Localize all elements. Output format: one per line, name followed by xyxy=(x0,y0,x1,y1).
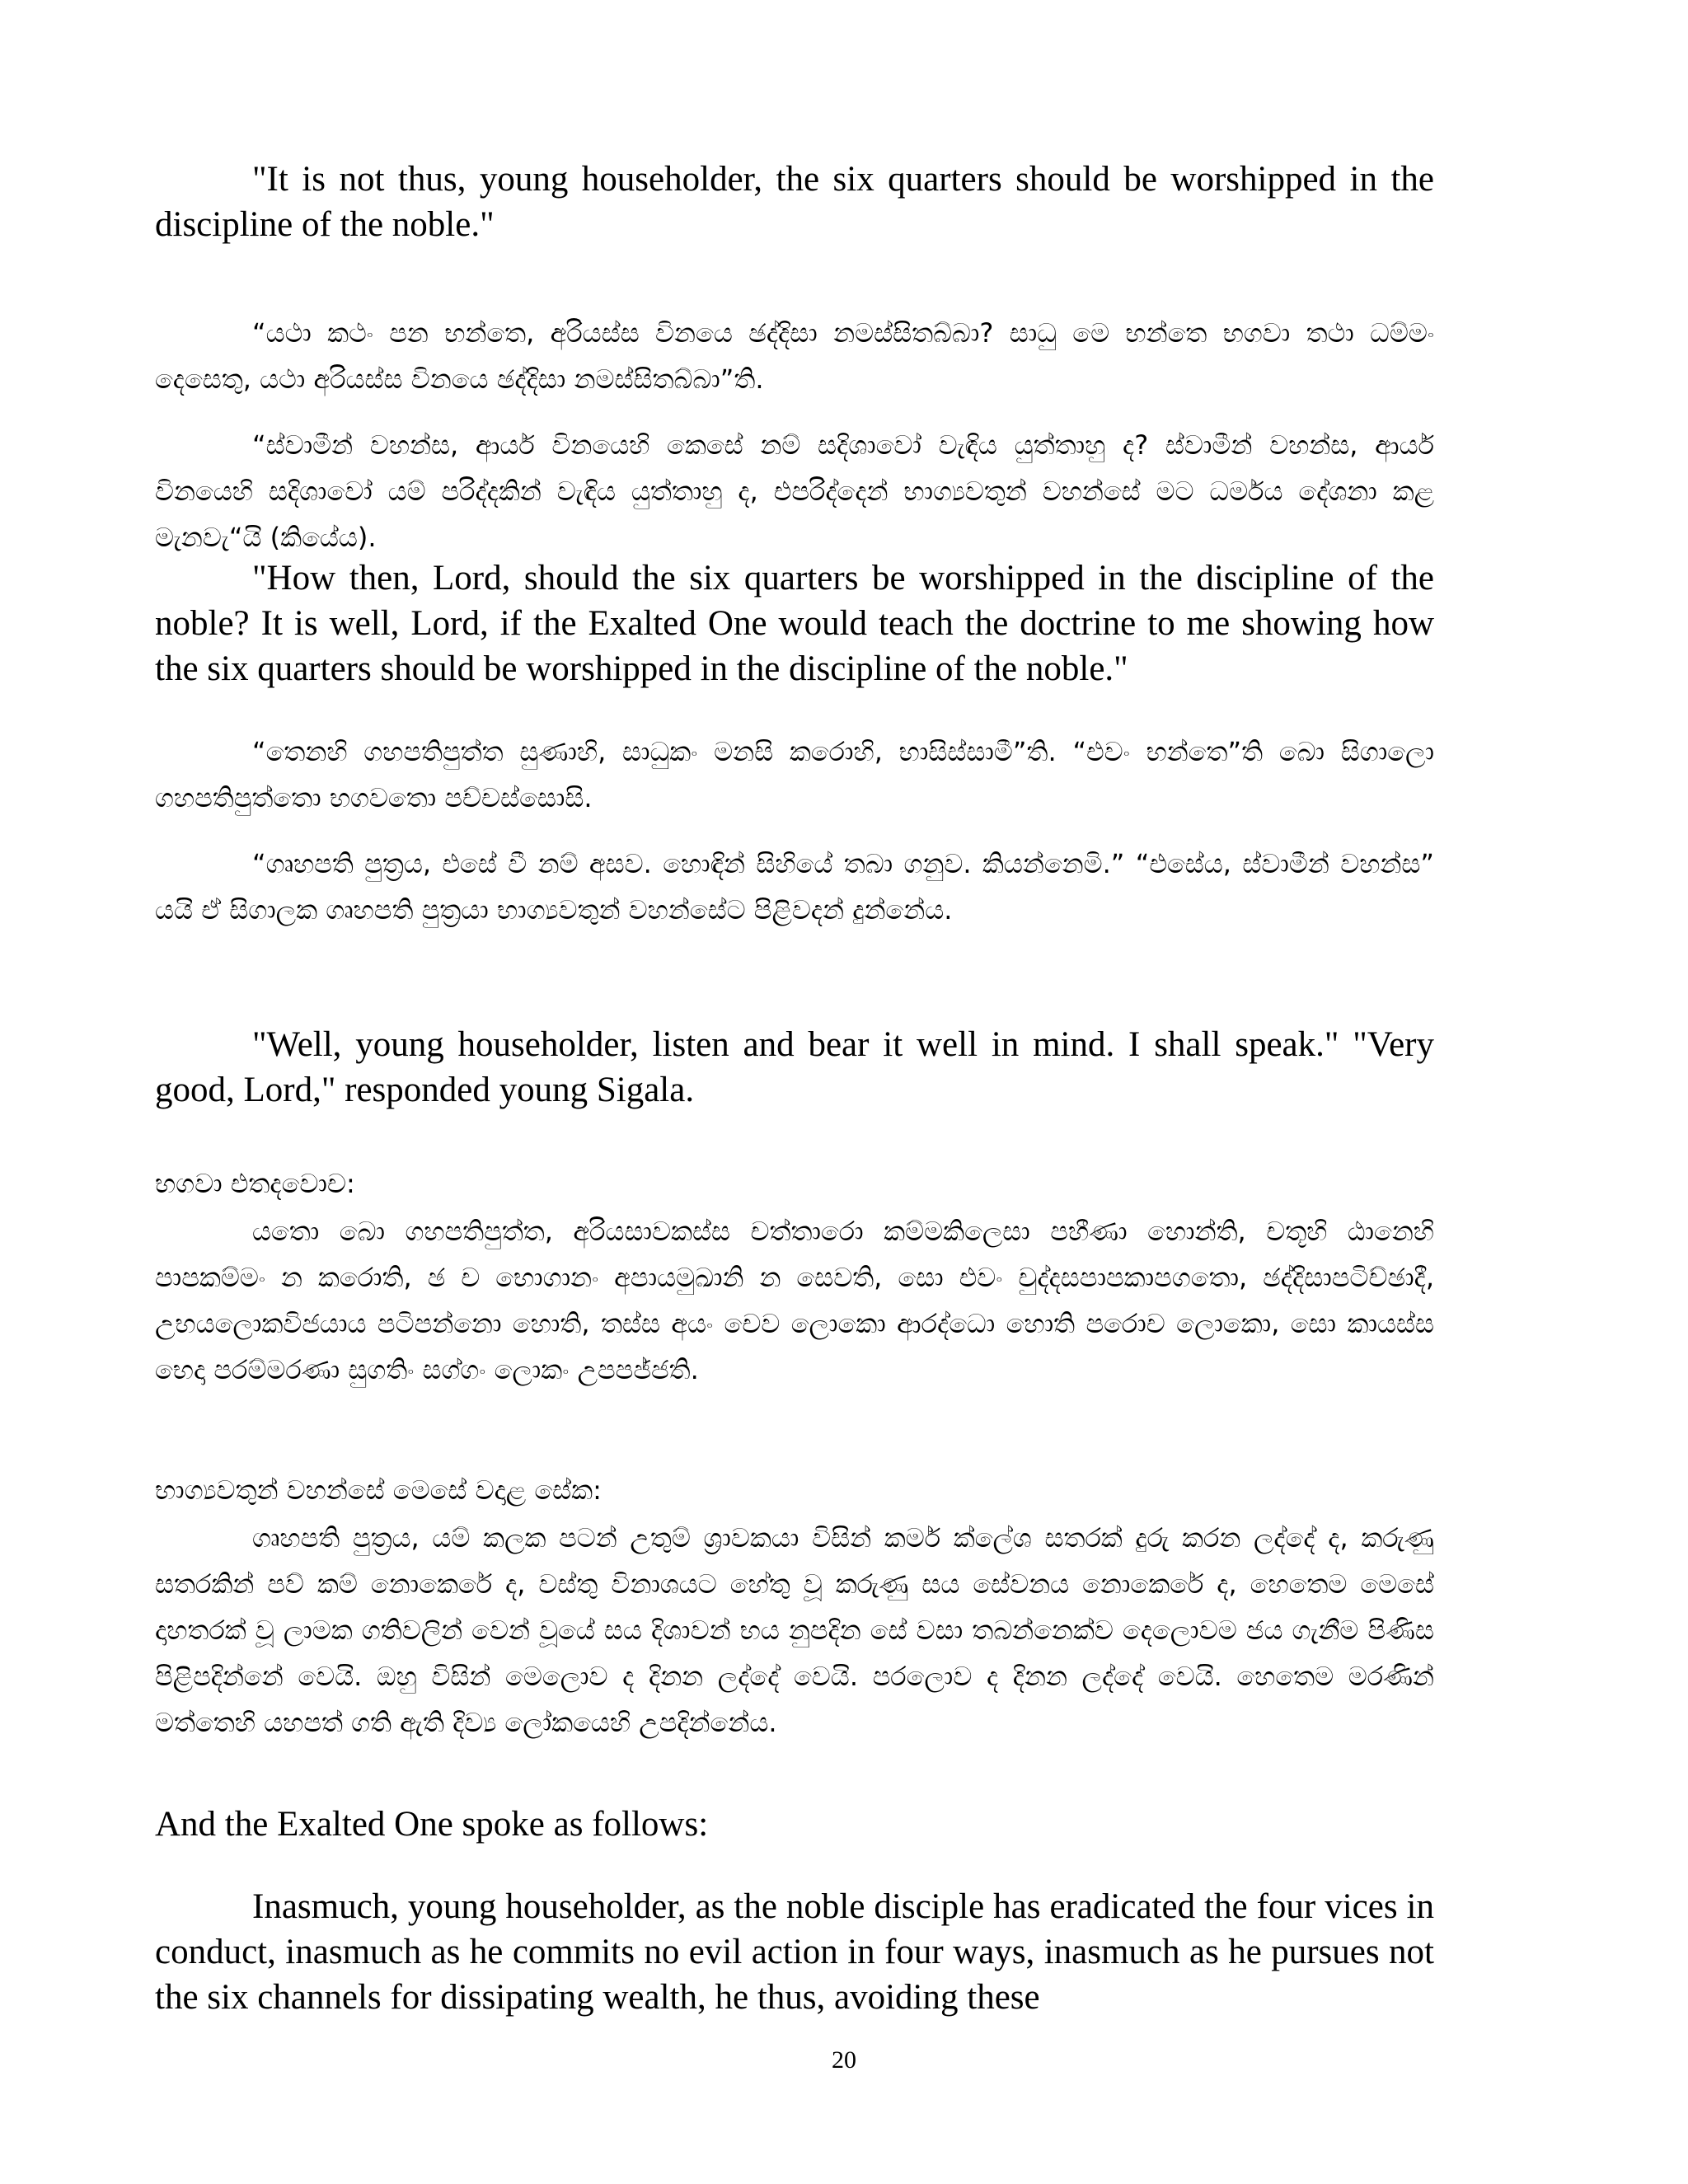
paragraph-sinhala-heading: භාග්‍යවතුන් වහන්සේ මෙසේ වදාළ සේක: xyxy=(155,1474,602,1506)
paragraph-english-heading: And the Exalted One spoke as follows: xyxy=(155,1805,709,1844)
paragraph-english-1: "It is not thus, young householder, the six quarters should be worshipped in the discipline of the noble." xyxy=(155,160,1434,244)
paragraph-pali-2: “තෙනහි ගහපතිපුත්ත සුණාහි, සාධුකං මනසි කරොහි, භාසිස්සාමී”ති. “එවං භන්තෙ”ති බො සිගාලො ගහපතිපුත්තො භගවතො පච්චස්සොසි. xyxy=(155,736,1434,813)
paragraph-english-3: "Well, young householder, listen and bear it well in mind. I shall speak." "Very good, Lord," responded young Sigala. xyxy=(155,1025,1434,1109)
paragraph-pali-1: “යථා කථං පන භන්තෙ, අරියස්ස විනයෙ ඡද්දිසා නමස්සිතබ්බා? සාධු මෙ භන්තෙ භගවා තථා ධම්මං දෙසෙතු, යථා අරියස්ස විනයෙ ඡද්දිසා නමස්සිතබ්බා”ති. xyxy=(155,317,1434,395)
page-number: 20 xyxy=(832,2046,856,2074)
paragraph-english-4: Inasmuch, young householder, as the noble disciple has eradicated the four vices in conduct, inasmuch as he commits no evil action in four ways, inasmuch as he pursues not the six channels for dissipating wealth, he thus, avoiding these xyxy=(155,1887,1434,2017)
paragraph-sinhala-1: “ස්වාමීන් වහන්ස, ආර්ය විනයෙහි කෙසේ නම් සදිශාවෝ වැඳිය යුත්තාහු ද? ස්වාමීන් වහන්ස, ආර්ය විනයෙහි සදිශාවෝ යම් පරිද්දකින් වැඳිය යුත්තාහු ද, එපරිද්දෙන් භාග්‍යවතුන් වහන්සේ මට ධර්මය දේශනා කළ මැනවැ“යි (කියේය). xyxy=(155,429,1434,553)
paragraph-english-2: "How then, Lord, should the six quarters be worshipped in the discipline of the noble? It is well, Lord, if the Exalted One would teach the doctrine to me showing how the six quarters should be worshipped in the discipline of the noble." xyxy=(155,559,1434,688)
paragraph-pali-3: යතො බො ගහපතිපුත්ත, අරියසාවකස්ස චත්තාරො කම්මකිලෙසා පහීණා හොන්ති, චතූහි ඨානෙහි පාපකම්මං න කරොති, ඡ ච භොගානං අපායමුඛානි න සෙවති, සො එවං චුද්දසපාපකාපගතො, ඡද්දිසාපටිච්ඡාදී, උභයලොකවිජයාය පටිපන්නො හොති, තස්ස අයං චෙව ලොකො ආරද්ධො හොති පරොච ලොකො, සො කායස්ස භෙදා පරම්මරණා සුගතිං සග්ගං ලොකං උපපජ්ජති. xyxy=(155,1216,1434,1385)
paragraph-pali-heading: භගවා එතදවොච: xyxy=(155,1168,355,1199)
paragraph-sinhala-3: ගෘහපති පුත්‍රය, යම් කලක පටන් උතුම් ශ්‍රාවකයා විසින් කර්ම ක්ලේශ සතරක් දුරු කරන ලද්දේ ද, කරුණු සතරකින් පව් කම් නොකෙරේ ද, වස්තු විනාශයට හේතු වූ කරුණු සය සේවනය නොකෙරේ ද, හෙතෙම මෙසේ දාහතරක් වූ ලාමක ගතිවලින් වෙන් වූයේ සය දිශාවන් භය නුපදින සේ වසා තබන්නෙක්ව දෙලොවම ජය ගැනීම පිණිස පිළිපදින්නේ වෙයි. ඔහු විසින් මෙලොව ද දිනන ලද්දේ වෙයි. පරලොව ද දිනන ලද්දේ වෙයි. හෙතෙම මරණින් මත්තෙහි යහපත් ගති ඇති දිව්‍ය ලෝකයෙහි උපදින්නේය. xyxy=(155,1522,1434,1738)
paragraph-sinhala-2: “ගෘහපති පුත්‍රය, එසේ වී නම් අසව. හොඳින් සිහියේ තබා ගනුව. කියන්නෙමි.” “එසේය, ස්වාමීන් වහන්ස” යයි ඒ සිගාලක ගෘහපති පුත්‍රයා භාග්‍යවතුන් වහන්සේට පිළිවදන් දුන්නේය. xyxy=(155,848,1434,926)
